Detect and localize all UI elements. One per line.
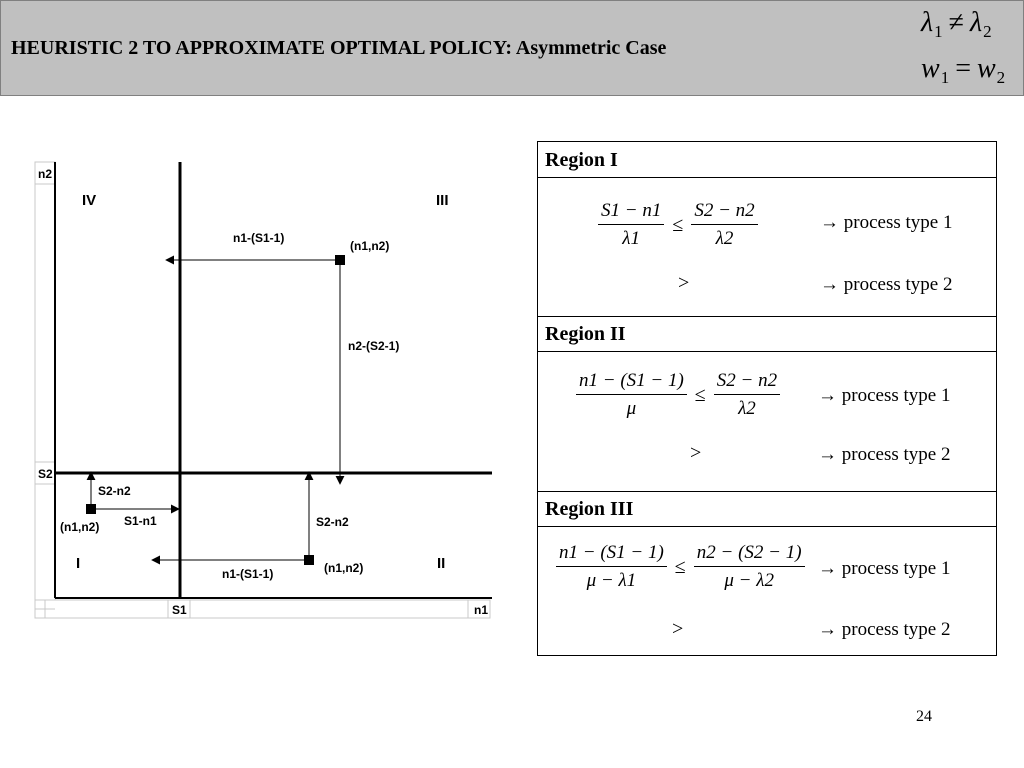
- quadrant-iv-label: IV: [82, 192, 97, 209]
- label-ii-horizontal: n1-(S1-1): [222, 567, 274, 581]
- region-iii-title: Region III: [538, 491, 996, 527]
- threshold-y-label: S2: [38, 467, 53, 481]
- region-iii-greater-operator: >: [672, 618, 684, 640]
- region-ii-rhs-denominator: λ2: [738, 398, 756, 419]
- state-label-ii: (n1,n2): [324, 561, 364, 575]
- lambda-symbol: λ: [921, 7, 934, 38]
- label-i-horizontal: S1-n1: [124, 514, 157, 528]
- region-i-outcome-1: → process type 1: [820, 212, 953, 233]
- subscript: 2: [996, 68, 1006, 87]
- subscript: 2: [983, 22, 992, 41]
- less-equal-operator: ≤: [694, 383, 706, 406]
- threshold-x-label: S1: [172, 603, 187, 617]
- lambda-symbol: λ: [970, 7, 983, 38]
- state-space-diagram: [0, 0, 530, 640]
- region-iii-outcome-2: → process type 2: [818, 619, 951, 640]
- less-equal-operator: ≤: [672, 213, 684, 236]
- label-iii-vertical: n2-(S2-1): [348, 339, 400, 353]
- state-marker-ii: [304, 555, 314, 565]
- region-iii-inequality: [556, 542, 805, 592]
- region-i-outcome-2: → process type 2: [820, 274, 953, 295]
- region-ii-lhs-denominator: μ: [626, 398, 637, 419]
- subscript: 1: [940, 68, 950, 87]
- condition-w: [921, 53, 1005, 85]
- region-ii-inequality: [576, 370, 780, 420]
- region-i-title: Region I: [538, 142, 996, 178]
- region-i-rhs-denominator: λ2: [715, 228, 734, 249]
- quadrant-iii-label: III: [436, 192, 449, 209]
- region-iii-lhs-numerator: n1 − (S1 − 1): [556, 542, 667, 567]
- region-ii-lhs-numerator: n1 − (S1 − 1): [576, 370, 687, 395]
- state-marker-i: [86, 504, 96, 514]
- region-iii-rhs-denominator: μ − λ2: [724, 570, 774, 591]
- region-i-lhs-denominator: λ1: [622, 228, 641, 249]
- axis-y-label: n2: [38, 167, 53, 181]
- state-label-iii: (n1,n2): [350, 239, 390, 253]
- w-symbol: w: [976, 53, 996, 84]
- region-i-rhs-numerator: S2 − n2: [691, 200, 757, 225]
- region-iii-lhs-denominator: μ − λ1: [586, 570, 637, 591]
- region-i-greater-operator: >: [678, 272, 690, 294]
- subscript: 1: [934, 22, 943, 41]
- region-ii-outcome-2: → process type 2: [818, 444, 951, 465]
- less-equal-operator: ≤: [674, 555, 686, 578]
- region-i-inequality: [598, 200, 758, 250]
- region-ii-greater-operator: >: [690, 442, 702, 464]
- label-iii-horizontal: n1-(S1-1): [233, 231, 285, 245]
- quadrant-i-label: I: [76, 555, 81, 572]
- equal-operator: =: [955, 53, 971, 84]
- page-number: 24: [916, 708, 932, 725]
- slide-title: HEURISTIC 2 TO APPROXIMATE OPTIMAL POLICY: Asymmetric Case: [11, 37, 667, 59]
- region-rules-table: [537, 141, 997, 656]
- label-i-vertical: S2-n2: [98, 484, 131, 498]
- region-iii-outcome-1: → process type 1: [818, 558, 951, 579]
- state-marker-iii: [335, 255, 345, 265]
- axis-x-label: n1: [474, 603, 489, 617]
- region-iii-rhs-numerator: n2 − (S2 − 1): [694, 542, 805, 567]
- region-ii-outcome-1: → process type 1: [818, 385, 951, 406]
- quadrant-ii-label: II: [437, 555, 446, 572]
- label-ii-vertical: S2-n2: [316, 515, 349, 529]
- region-ii-title: Region II: [538, 316, 996, 352]
- region-ii-rhs-numerator: S2 − n2: [714, 370, 780, 395]
- state-label-i: (n1,n2): [60, 520, 100, 534]
- not-equal-operator: ≠: [948, 7, 965, 38]
- w-symbol: w: [921, 53, 940, 84]
- region-i-lhs-numerator: S1 − n1: [598, 200, 664, 225]
- condition-lambda: [921, 7, 992, 39]
